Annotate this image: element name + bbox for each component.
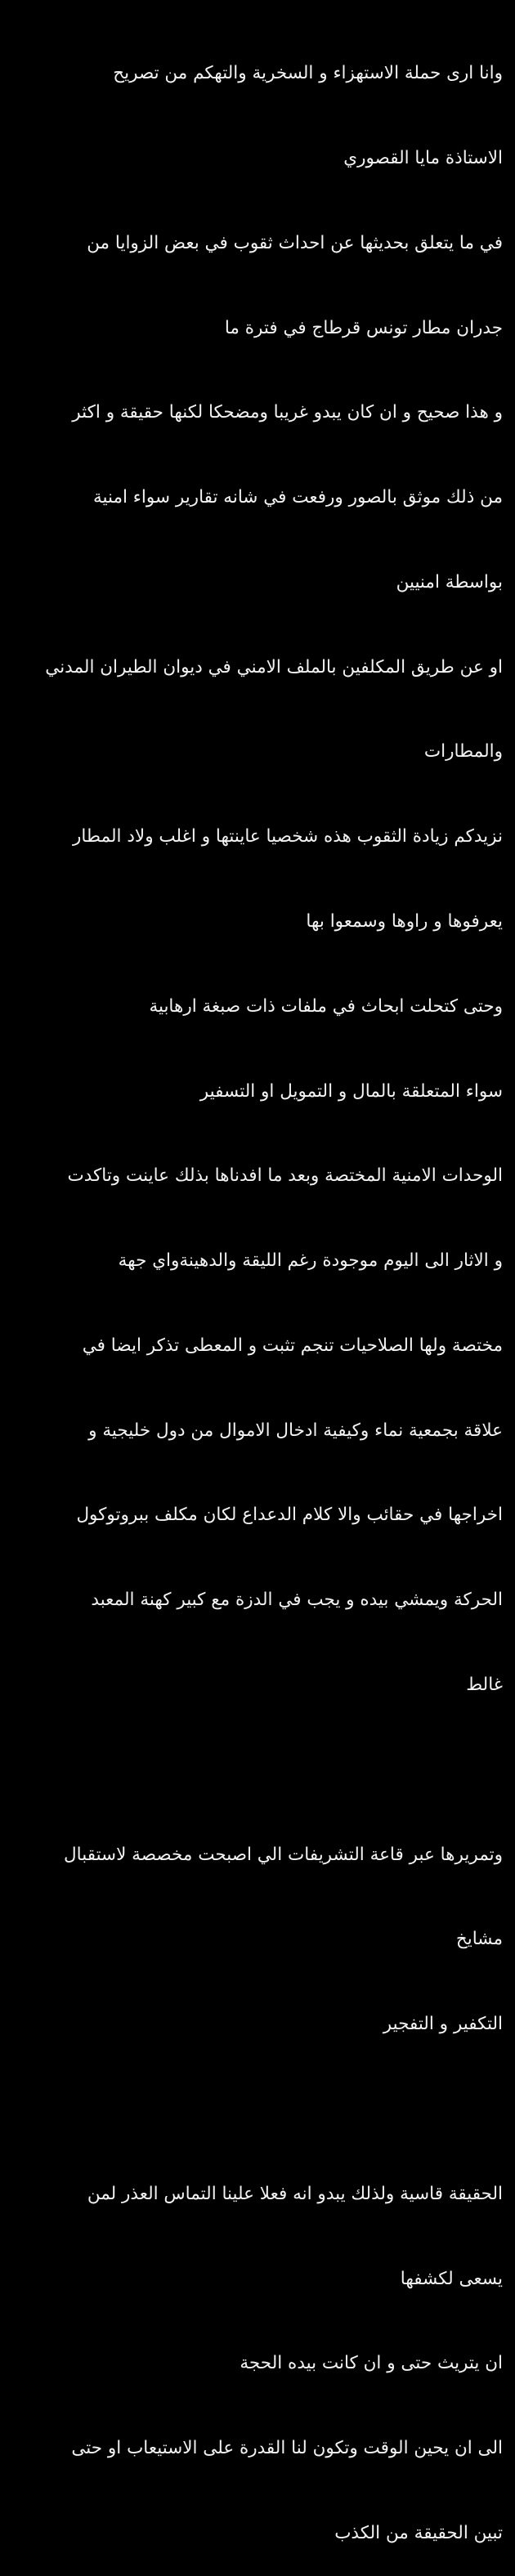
text-line: والمطارات [423,741,503,763]
text-line: الاستاذة مايا القصوري [343,147,503,168]
text-line: مختصة ولها الصلاحيات تنجم تثبت و المعطى تذكر ايضا في [82,1335,503,1356]
text-line: غالط [466,1675,503,1696]
text-line: الوحدات الامنية المختصة وبعد ما افدناها بذلك عاينت وتاكدت [67,1165,503,1187]
text-line: مشايخ [455,1929,503,1950]
text-line: او عن طريق المكلفين بالملف الامني في ديوان الطيران المدني [45,656,503,678]
text-line: يسعى لكشفها [400,2268,503,2289]
post-text [0,3,515,2576]
text-line: التكفير و التفجير [383,2014,503,2035]
text-line: تبين الحقيقة من الكذب [334,2522,503,2543]
text-line: ان يتريث حتى و ان كانت بيده الحجة [240,2353,503,2374]
text-line: جدران مطار تونس قرطاج في فترة ما [224,317,503,338]
text-line: اخراجها في حقائب والا كلام الدعداع لكان مكلف ببروتوكول [76,1505,503,1526]
blank-line [8,2095,503,2124]
text-line: وحتى كتحلت ابحاث في ملفات ذات صبغة ارهابية [149,995,503,1017]
text-line: وانا ارى حملة الاستهزاء و السخرية والتهكم من تصريح [113,63,503,84]
text-line: وتمريرها عبر قاعة التشريفات الي اصبحت مخصصة لاستقبال [64,1844,503,1865]
text-line: نزيدكم زيادة الثقوب هذه شخصيا عاينتها و اغلب ولاد المطار [73,826,503,847]
text-line: علاقة بجمعية نماء وكيفية ادخال الاموال من دول خليجية و [88,1420,503,1441]
text-line: و هذا صحيح و ان كان يبدو غريبا ومضحكا لكنها حقيقة و اكثر [72,402,503,423]
blank-line [8,1756,503,1785]
text-line: سواء المتعلقة بالمال و التمويل او التسفير [199,1080,503,1102]
text-line: بواسطة امنيين [396,571,503,593]
text-line: الحركة ويمشي بيده و يجب في الدزة مع كبير كهنة المعبد [91,1590,503,1611]
text-line: و الاثار الى اليوم موجودة رغم الليقة والدهينةواي جهة [118,1250,503,1272]
text-line: الحقيقة قاسية ولذلك يبدو انه فعلا علينا التماس العذر لمن [87,2183,503,2204]
text-line: في ما يتعلق بحديثها عن احداث ثقوب في بعض الزوايا من [87,232,503,253]
text-line: من ذلك موثق بالصور ورفعت في شانه تقارير سواء امنية [92,487,503,508]
text-line: الى ان يحين الوقت وتكون لنا القدرة على الاستيعاب او حتى [71,2438,503,2459]
text-line: يعرفوها و راوها وسمعوا بها [306,911,503,932]
